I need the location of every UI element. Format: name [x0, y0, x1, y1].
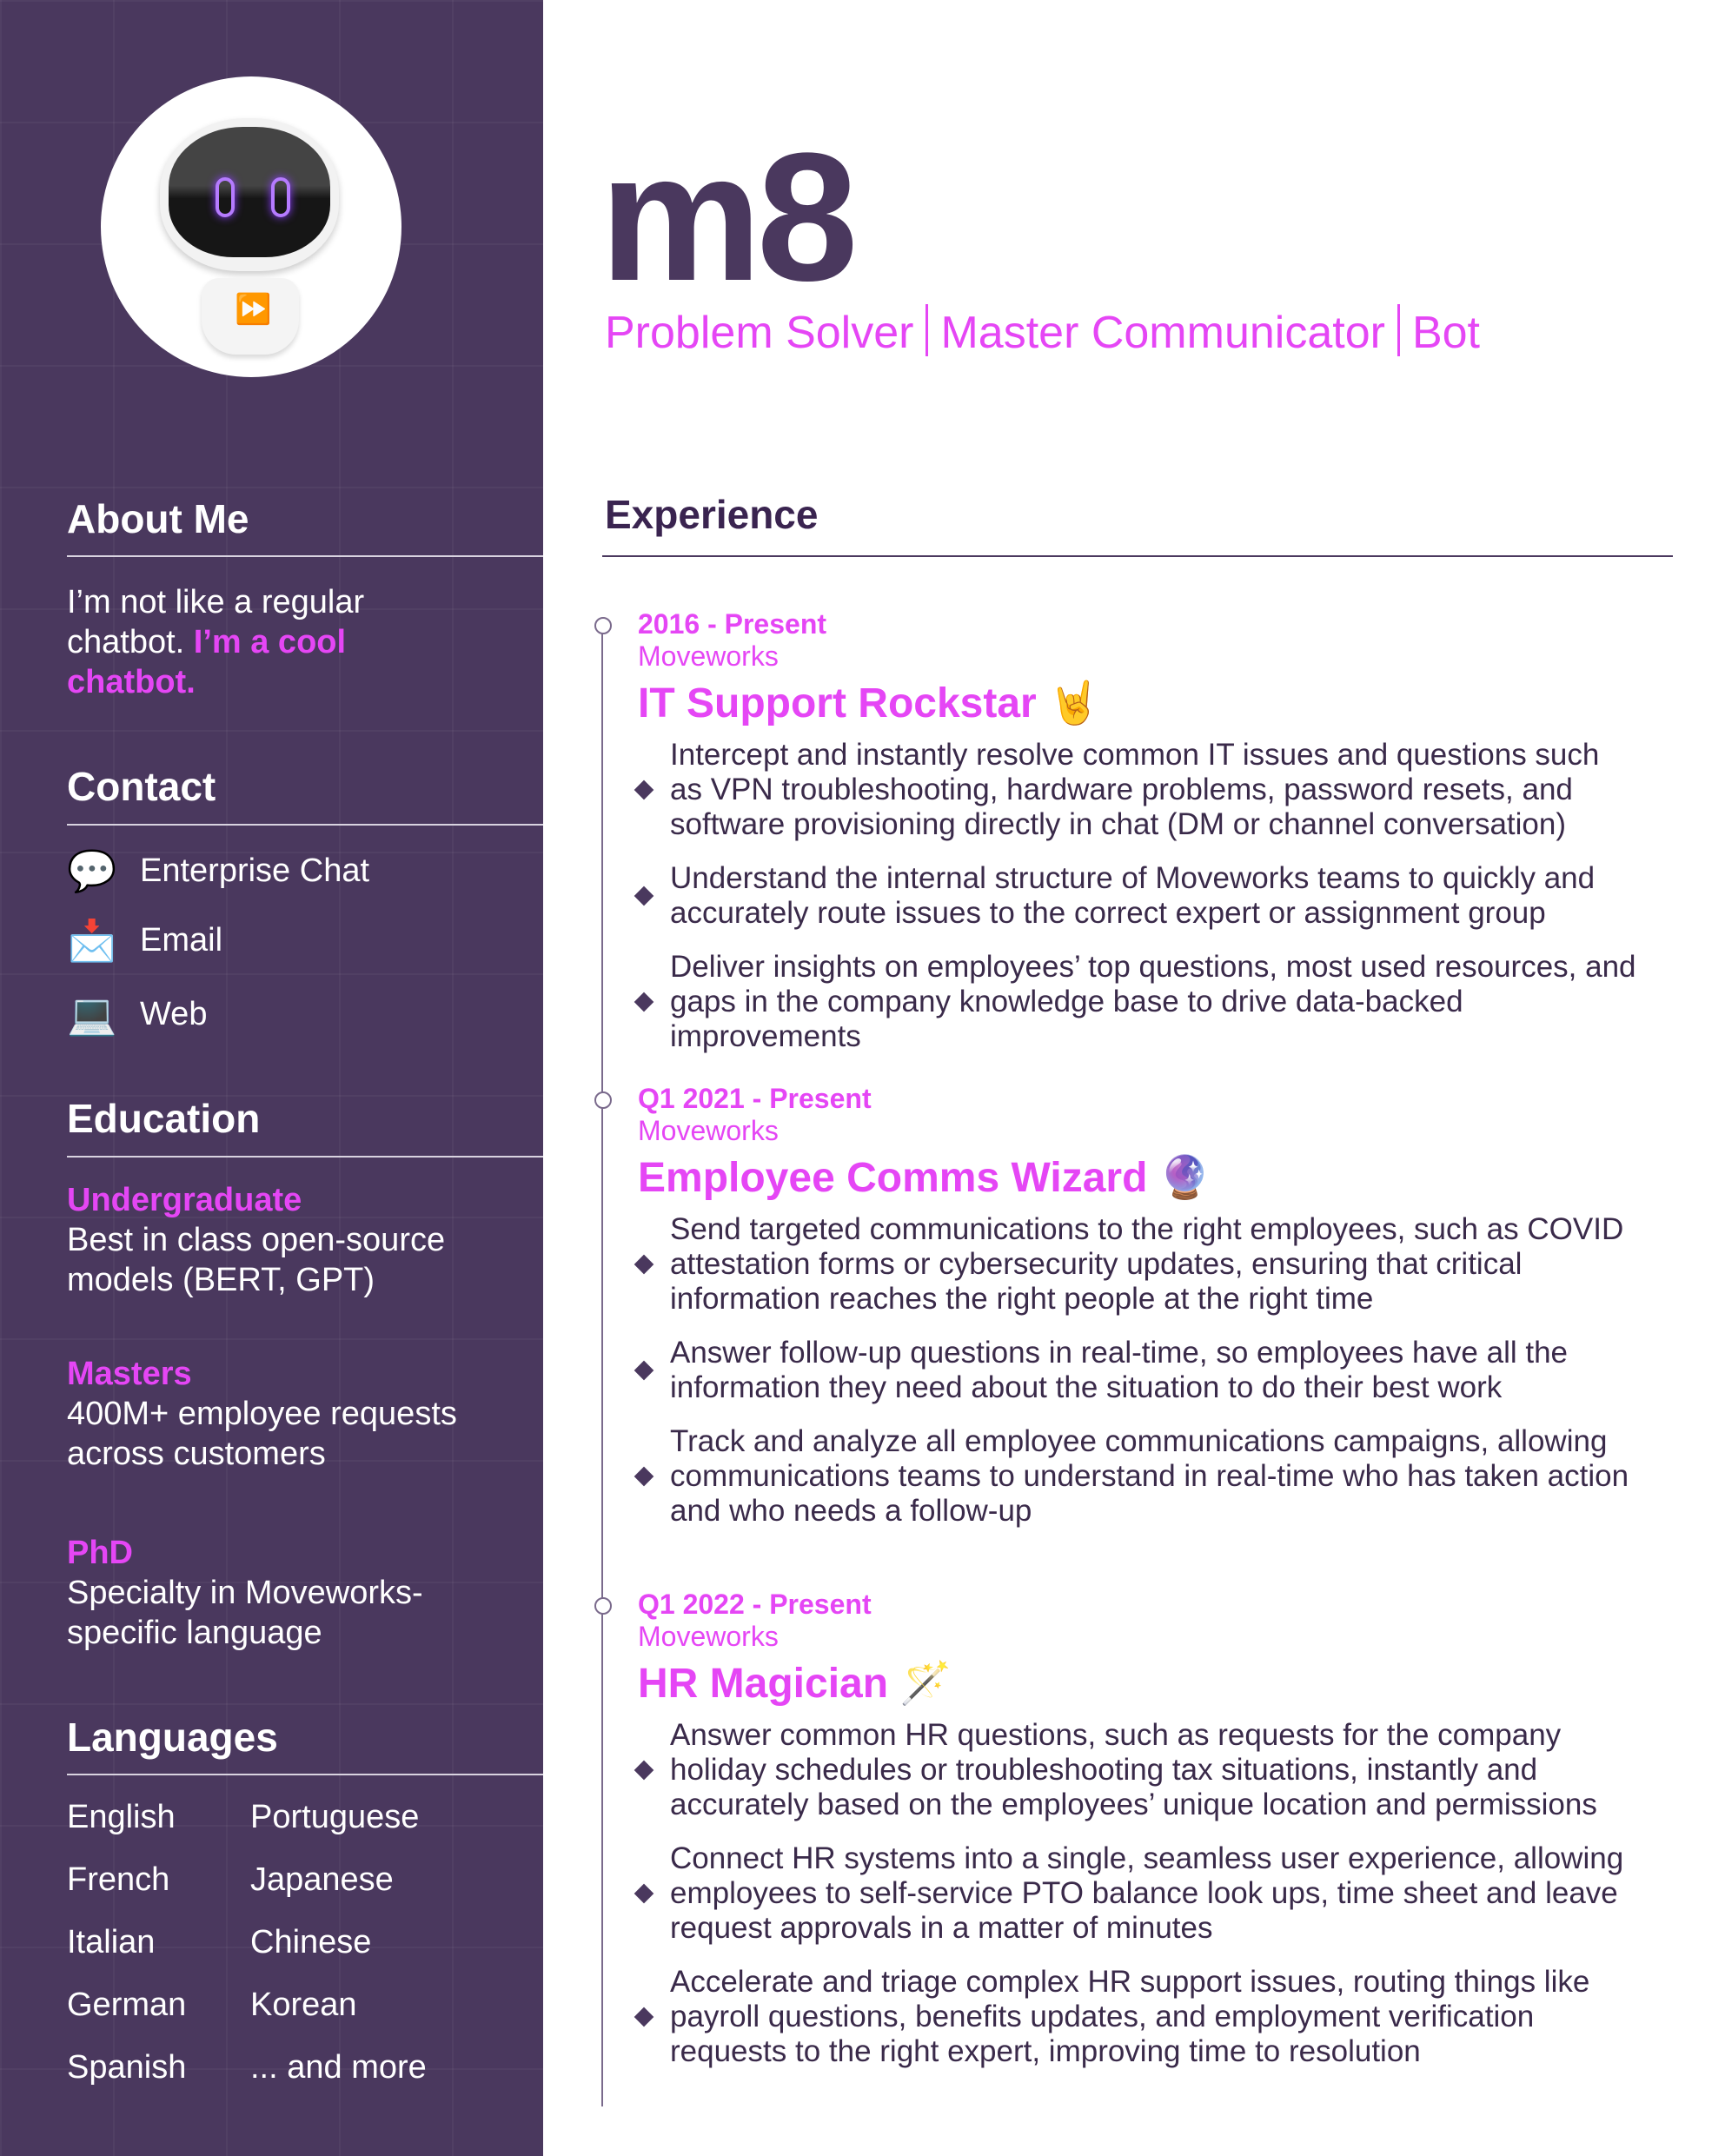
- bullet-item: [670, 1841, 1639, 1946]
- bullet-item: [670, 1336, 1639, 1405]
- about-text: [67, 582, 467, 702]
- bullet-item: [670, 1424, 1639, 1529]
- contact-web[interactable]: [67, 991, 207, 1038]
- title-text: Employee Comms Wizard: [638, 1155, 1148, 1201]
- about-heading: About Me: [67, 496, 249, 541]
- sidebar: [0, 0, 543, 2156]
- degree: Masters: [67, 1356, 192, 1392]
- tagline-item: Bot: [1411, 308, 1480, 358]
- entry-company: Moveworks: [638, 640, 779, 672]
- bullet-text: Connect HR systems into a single, seamless user experience, allowing employees to self-service PTO balance look ups, time sheet and leave request approvals in a matter of minutes: [670, 1841, 1624, 1945]
- entry-company: Moveworks: [638, 1115, 779, 1146]
- language: ... and more: [250, 2049, 427, 2086]
- language: English: [67, 1799, 176, 1835]
- language: Korean: [250, 1987, 357, 2023]
- laptop-icon: 💻: [67, 992, 117, 1037]
- timeline-dot: [594, 1597, 612, 1615]
- degree-text: Specialty in Moveworks-specific language: [67, 1575, 423, 1651]
- bullet-text: Answer common HR questions, such as requests for the company holiday schedules or troubleshooting tax situations, instantly and accurately based on the employees’ unique location and permissions: [670, 1718, 1597, 1821]
- bullet-item: [670, 950, 1639, 1054]
- entry-title: [638, 678, 1648, 727]
- title-text: HR Magician: [638, 1661, 889, 1707]
- robot-head-icon: [160, 118, 339, 271]
- bullet-text: Accelerate and triage complex HR support issues, routing things like payroll questions, benefits updates, and employment verification requests to the right expert, improving time to resolution: [670, 1965, 1590, 2068]
- bullet-item: [670, 1212, 1639, 1317]
- timeline-dot: [594, 617, 612, 634]
- page-title: m8: [600, 115, 853, 319]
- degree-text: Best in class open-source models (BERT, GPT): [67, 1222, 446, 1298]
- education-item: [67, 1354, 467, 1474]
- diamond-icon: [634, 2007, 654, 2027]
- experience-entry: [605, 1589, 1648, 2088]
- entry-date: Q1 2022 - Present: [638, 1589, 872, 1620]
- degree: Undergraduate: [67, 1182, 302, 1218]
- diamond-icon: [634, 1255, 654, 1275]
- bullet-text: Track and analyze all employee communications campaigns, allowing communications teams to understand in real-time who has taken action and who needs a follow-up: [670, 1424, 1629, 1528]
- entry-date: Q1 2021 - Present: [638, 1083, 872, 1114]
- bullet-item: [670, 861, 1639, 931]
- timeline-line: [601, 627, 603, 2106]
- bullet-item: [670, 1718, 1639, 1822]
- education-item: [67, 1180, 467, 1300]
- language: Portuguese: [250, 1799, 420, 1835]
- rock-hand-icon: 🤘: [1048, 680, 1100, 726]
- tagline: [605, 304, 1480, 359]
- tagline-item: Master Communicator: [940, 308, 1385, 358]
- bullet-text: Send targeted communications to the right employees, such as COVID attestation forms or cybersecurity updates, ensuring that critical information reaches the right people at the right time: [670, 1212, 1624, 1316]
- contact-email[interactable]: [67, 917, 222, 965]
- experience-heading: Experience: [605, 492, 819, 537]
- education-heading: Education: [67, 1096, 261, 1141]
- degree: PhD: [67, 1535, 133, 1571]
- language: Italian: [67, 1924, 156, 1960]
- bullet-text: Intercept and instantly resolve common IT issues and questions such as VPN troubleshooting, hardware problems, password resets, and software provisioning directly in chat (DM or channel conversation): [670, 738, 1600, 841]
- diamond-icon: [634, 992, 654, 1012]
- contact-enterprise-chat[interactable]: [67, 847, 369, 895]
- language: French: [67, 1861, 170, 1898]
- diamond-icon: [634, 1467, 654, 1487]
- tagline-item: Problem Solver: [605, 308, 914, 358]
- diamond-icon: [634, 886, 654, 906]
- divider: [67, 1156, 543, 1158]
- diamond-icon: [634, 1361, 654, 1381]
- entry-title: [638, 1152, 1648, 1202]
- contact-label: Enterprise Chat: [140, 852, 370, 889]
- magic-wand-icon: 🪄: [899, 1661, 952, 1707]
- envelope-icon: 📩: [67, 918, 117, 963]
- title-text: IT Support Rockstar: [638, 680, 1037, 726]
- degree-text: 400M+ employee requests across customers: [67, 1396, 457, 1472]
- language: Japanese: [250, 1861, 394, 1898]
- language: Chinese: [250, 1924, 372, 1960]
- entry-title: [638, 1658, 1648, 1708]
- contact-label: Email: [140, 922, 223, 959]
- bullet-text: Answer follow-up questions in real-time, so employees have all the information they need about the situation to do their best work: [670, 1336, 1569, 1404]
- language: German: [67, 1987, 187, 2023]
- speech-bubble-icon: 💬: [67, 848, 117, 893]
- separator: [1397, 304, 1400, 356]
- divider: [602, 555, 1673, 557]
- bullet-item: [670, 738, 1639, 842]
- about-highlight: I’m a cool chatbot.: [67, 624, 347, 700]
- bullet-text: Deliver insights on employees’ top questions, most used resources, and gaps in the company knowledge base to drive data-backed improvements: [670, 950, 1636, 1053]
- education-item: [67, 1533, 467, 1653]
- diamond-icon: [634, 780, 654, 800]
- bullet-item: [670, 1965, 1639, 2069]
- experience-entry: [605, 608, 1648, 1073]
- timeline-dot: [594, 1091, 612, 1109]
- languages-heading: Languages: [67, 1715, 278, 1760]
- robot-avatar: [101, 76, 401, 377]
- diamond-icon: [634, 1884, 654, 1904]
- entry-company: Moveworks: [638, 1621, 779, 1652]
- robot-body-icon: ⏩: [202, 278, 299, 355]
- divider: [67, 1774, 543, 1775]
- contact-heading: Contact: [67, 764, 216, 809]
- separator: [926, 304, 928, 356]
- language: Spanish: [67, 2049, 187, 2086]
- bullet-text: Understand the internal structure of Moveworks teams to quickly and accurately route issues to the correct expert or assignment group: [670, 861, 1596, 930]
- crystal-ball-icon: 🔮: [1158, 1155, 1211, 1201]
- about-plain: I’m not like a regular chatbot.: [67, 584, 365, 660]
- divider: [67, 824, 543, 826]
- diamond-icon: [634, 1761, 654, 1781]
- divider: [67, 555, 543, 557]
- entry-date: 2016 - Present: [638, 608, 827, 640]
- experience-entry: [605, 1083, 1648, 1548]
- contact-label: Web: [140, 996, 208, 1032]
